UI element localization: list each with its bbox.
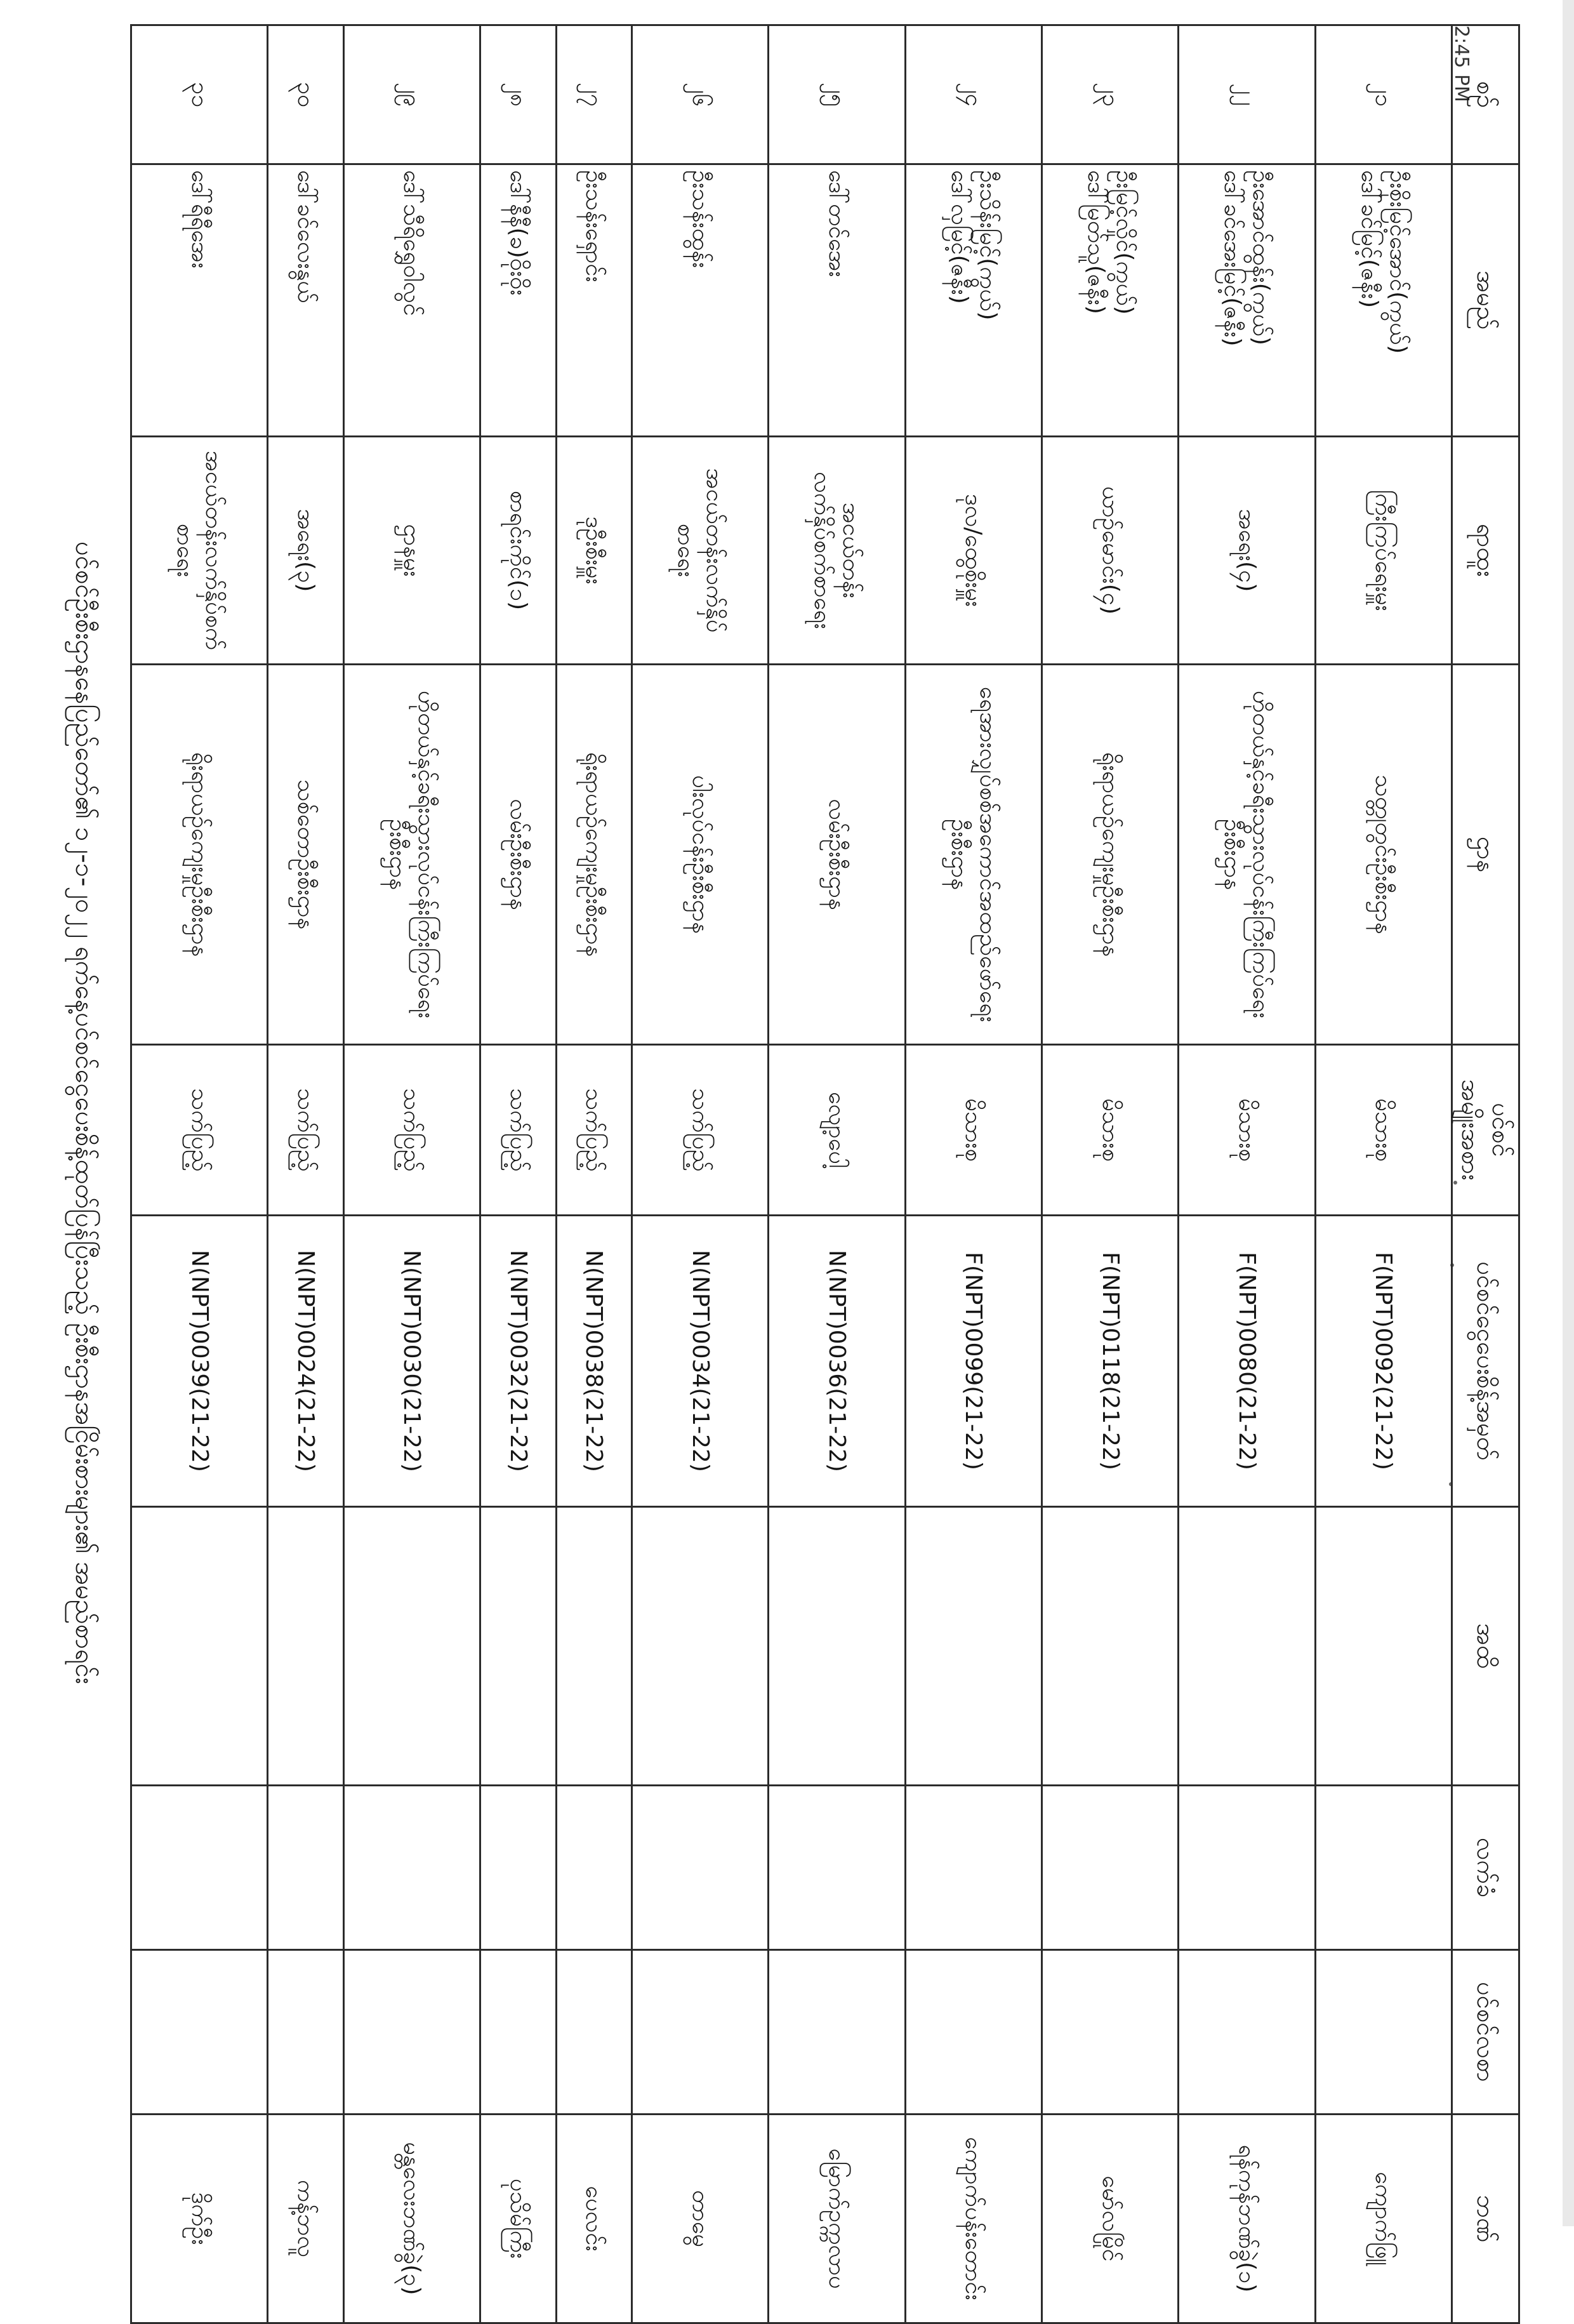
- row-rank: အငယ်တန်းလက်နှိပ်စက် စာရေး: [131, 437, 268, 665]
- table-row: [905, 25, 1042, 2323]
- row-name: ဒေါ်ရီရီအေး: [131, 164, 268, 437]
- row-rank: စာရင်းကိုင်(၁): [480, 437, 556, 665]
- row-col7: [1179, 1507, 1315, 1786]
- row-col7: [480, 1507, 556, 1786]
- row-name: ဦးသန်းရှောင်း: [556, 164, 632, 437]
- row-number: ၂၄: [905, 25, 1042, 164]
- row-rank: ဒုလ/ထွေစိုးမှူး: [905, 437, 1042, 665]
- row-col8: [480, 1786, 556, 1950]
- row-col8: [343, 1786, 480, 1950]
- header-pension-type: ပင်စင် အမျိုးအစား: [1452, 1045, 1519, 1216]
- row-order-number: N(NPT)0024(21-22): [268, 1216, 343, 1507]
- row-pension-type: သက်ပြည့်: [632, 1045, 768, 1216]
- row-department: ဟိုတယ်နှင့်ခရီးသွားလုပ်ငန်းကြီးကြပ်ရေးဦးစီးဌာန: [1179, 665, 1315, 1045]
- row-name: ဒေါ်ခင်လေးနွယ်: [268, 164, 343, 437]
- row-pension-type: သက်ပြည့်: [343, 1045, 480, 1216]
- row-col9: [769, 1950, 905, 2115]
- row-order-number: F(NPT)0080(21-22): [1179, 1216, 1315, 1507]
- row-pension-type: သက်ပြည့်: [480, 1045, 556, 1216]
- row-number: ၂၂: [1179, 25, 1315, 164]
- row-number: ၂၁: [1315, 25, 1452, 164]
- table-row: [632, 25, 768, 2323]
- row-department: ရိုးရာယဉ်ကျေးမှုဦးစီးဌာန: [131, 665, 268, 1045]
- header-name: အမည်: [1452, 164, 1519, 437]
- table-row: [769, 25, 905, 2323]
- row-bank: တာမွေ: [632, 2115, 768, 2323]
- table-row: [343, 25, 480, 2323]
- row-pension-type: သက်ပြည့်: [556, 1045, 632, 1216]
- table-row: [131, 25, 268, 2323]
- row-order-number: N(NPT)0038(21-22): [556, 1216, 632, 1507]
- row-col7: [268, 1507, 343, 1786]
- row-pension-type: မိသားစု: [1179, 1045, 1315, 1216]
- header-rank: ရာထူး: [1452, 437, 1519, 665]
- row-bank: ကျောက်ပန်းတောင်း: [905, 2115, 1042, 2323]
- row-name: ဒေါ်သီရိရွှေဝါလွင်: [343, 164, 480, 437]
- row-department: သစ်တောဦးစီးဌာန: [268, 665, 343, 1045]
- row-col7: [131, 1507, 268, 1786]
- row-number: ၃၀: [268, 25, 343, 164]
- row-department: လမ်းဦးစီးဌာန: [769, 665, 905, 1045]
- row-rank: အငယ်တန်းလက်နှိပ်စာရေး: [632, 437, 768, 665]
- row-rank: အရေး(၄): [1179, 437, 1315, 665]
- row-bank: ရန်ကုန်ဘဏ်ခွဲ(၁): [1179, 2115, 1315, 2323]
- print-timestamp: 2:45 PM: [1450, 25, 1472, 102]
- header-col8: လက်ခံ: [1452, 1786, 1519, 1950]
- row-name: ဦးသန်းထွန်း: [632, 164, 768, 437]
- row-col8: [905, 1786, 1042, 1950]
- row-col8: [1179, 1786, 1315, 1950]
- header-col7: အထိ: [1452, 1507, 1519, 1786]
- row-col8: [632, 1786, 768, 1950]
- header-department: ဌာန: [1452, 665, 1519, 1045]
- row-bank: ကန့်ဘလူ: [268, 2115, 343, 2323]
- row-number: ၂၉: [343, 25, 480, 164]
- row-col9: [905, 1950, 1042, 2115]
- row-col9: [268, 1950, 343, 2115]
- row-name: ဦးစိုးမြင့်အောင်(ကွယ်) ဒေါ်ခင်မြင့်(ဇနီး): [1315, 164, 1452, 437]
- table-row: [480, 25, 556, 2323]
- row-department: ရိုးရာယဉ်ကျေးမှုဦးစီးဌာန: [556, 665, 632, 1045]
- row-col7: [905, 1507, 1042, 1786]
- row-department: ပါးလုပ်ငန်းဦးစီးဌာန: [632, 665, 768, 1045]
- row-col7: [769, 1507, 905, 1786]
- row-pension-type: မိသားစု: [905, 1045, 1042, 1216]
- row-bank: ကျောက်ဖြူ: [1315, 2115, 1452, 2323]
- row-order-number: F(NPT)0099(21-22): [905, 1216, 1042, 1507]
- row-rank: အရေး(၃): [268, 437, 343, 665]
- table-header-row: [1452, 25, 1519, 2323]
- row-pension-type: လျော့ပေါ့: [769, 1045, 905, 1216]
- row-number: ၂၇: [556, 25, 632, 164]
- row-bank: ပုသိမ်ကြီး: [480, 2115, 556, 2323]
- row-department: လမ်းဦးစီးဌာန: [480, 665, 556, 1045]
- row-number: ၂၅: [769, 25, 905, 164]
- row-name: ဦးသိန်းမြင့်(ကွယ်) ဒေါ်လှမြင့်(ဇနီး): [905, 164, 1042, 437]
- row-rank: ကြီးကြပ်ရေးမှူး: [1315, 437, 1452, 665]
- row-col8: [556, 1786, 632, 1950]
- row-rank: ဌာနမှူး: [343, 437, 480, 665]
- table-row: [268, 25, 343, 2323]
- row-col8: [268, 1786, 343, 1950]
- table-row: [1315, 25, 1452, 2323]
- header-bank: ဘဏ်: [1452, 2115, 1519, 2323]
- rotated-document: [60, 24, 1520, 2301]
- row-bank: မော်လမြိုင်: [1042, 2115, 1178, 2323]
- row-col9: [1179, 1950, 1315, 2115]
- row-name: ဒေါ်နီနီ(ခ)ဝိုးဝိုး: [480, 164, 556, 437]
- row-department: သတ္တုတွင်းဦးစီးဌာန: [1315, 665, 1452, 1045]
- pension-table: [130, 24, 1520, 2324]
- row-col8: [769, 1786, 905, 1950]
- row-col7: [1315, 1507, 1452, 1786]
- row-col7: [1042, 1507, 1178, 1786]
- row-name: ဦးမြင့်လှိုင်(ကွယ်) ဒေါ်မြတ်သူ(ဇနီး): [1042, 164, 1178, 437]
- header-col9: ပင်စင်လစာ: [1452, 1950, 1519, 2115]
- row-col8: [1315, 1786, 1452, 1950]
- row-bank: ဒိုက်ဦး: [131, 2115, 268, 2323]
- row-pension-type: မိသားစု: [1315, 1045, 1452, 1216]
- row-col9: [632, 1950, 768, 2115]
- row-col9: [556, 1950, 632, 2115]
- table-row: [556, 25, 632, 2323]
- row-number: ၂၈: [480, 25, 556, 164]
- row-col7: [632, 1507, 768, 1786]
- row-number: ၂၆: [632, 25, 768, 164]
- row-col8: [1042, 1786, 1178, 1950]
- row-col9: [1042, 1950, 1178, 2115]
- row-col9: [1315, 1950, 1452, 2115]
- row-order-number: F(NPT)0118(21-22): [1042, 1216, 1178, 1507]
- scan-edge: [1563, 0, 1574, 2226]
- table-row: [1042, 25, 1178, 2323]
- row-number: ၂၃: [1042, 25, 1178, 164]
- row-col7: [343, 1507, 480, 1786]
- row-col9: [480, 1950, 556, 2115]
- header-order-number: ပင်စင်ငွေပေးစိန့်အမှတ်: [1452, 1216, 1519, 1507]
- row-department: ရိုးရာယဉ်ကျေးမှုဦးစီးဌာန: [1042, 665, 1178, 1045]
- row-department: ရေအားလျှပ်စစ်အကောင်အထည်ဖော်ရေး ဦးစီးဌာန: [905, 665, 1042, 1045]
- row-order-number: N(NPT)0034(21-22): [632, 1216, 768, 1507]
- row-order-number: N(NPT)0036(21-22): [769, 1216, 905, 1507]
- row-rank: ယာဉ်မောင်း(၄): [1042, 437, 1178, 665]
- row-name: ဒေါ်တင်အေး: [769, 164, 905, 437]
- row-pension-type: မိသားစု: [1042, 1045, 1178, 1216]
- row-number: ၃၁: [131, 25, 268, 164]
- row-department: ဟိုတယ်နှင့်ခရီးသွားလုပ်ငန်းကြီးကြပ်ရေးဦးစီးဌာန: [343, 665, 480, 1045]
- row-order-number: N(NPT)0039(21-22): [131, 1216, 268, 1507]
- row-rank: အငယ်တန်း လက်နှိပ်စက်စာရေး: [769, 437, 905, 665]
- row-bank: မန္တလေးဘဏ်ခွဲ(၃): [343, 2115, 480, 2323]
- table-row: [1179, 25, 1315, 2323]
- row-order-number: N(NPT)0030(21-22): [343, 1216, 480, 1507]
- document-title: ပင်စင်ဦးစီးဌာနနေပြည်တော်၏ ၁၂-၁-၂၀၂၂ ရက်နေ့ပင်စင်ငွေပေးစိန့်ထုတ်ပြန်ပြီးသည့် ဦးစီးဌာနအငြိမ်းစားများ၏ အမည်စာရင်း: [70, 541, 100, 1685]
- row-name: ဦးအောင်ထွန်း(ကွယ်) ဒေါ်ခင်အေးမြင့်(ဇနီး): [1179, 164, 1315, 437]
- row-pension-type: သက်ပြည့်: [268, 1045, 343, 1216]
- row-pension-type: သက်ပြည့်: [131, 1045, 268, 1216]
- row-col9: [343, 1950, 480, 2115]
- row-order-number: F(NPT)0092(21-22): [1315, 1216, 1452, 1507]
- row-col8: [131, 1786, 268, 1950]
- row-col9: [131, 1950, 268, 2115]
- row-bank: ပေလင်း: [556, 2115, 632, 2323]
- row-rank: ဒုဦးစီးမှူး: [556, 437, 632, 665]
- header-no: စဉ်: [1452, 25, 1519, 164]
- row-bank: မြောက်ဥက္ကလာပ: [769, 2115, 905, 2323]
- row-order-number: N(NPT)0032(21-22): [480, 1216, 556, 1507]
- row-col7: [556, 1507, 632, 1786]
